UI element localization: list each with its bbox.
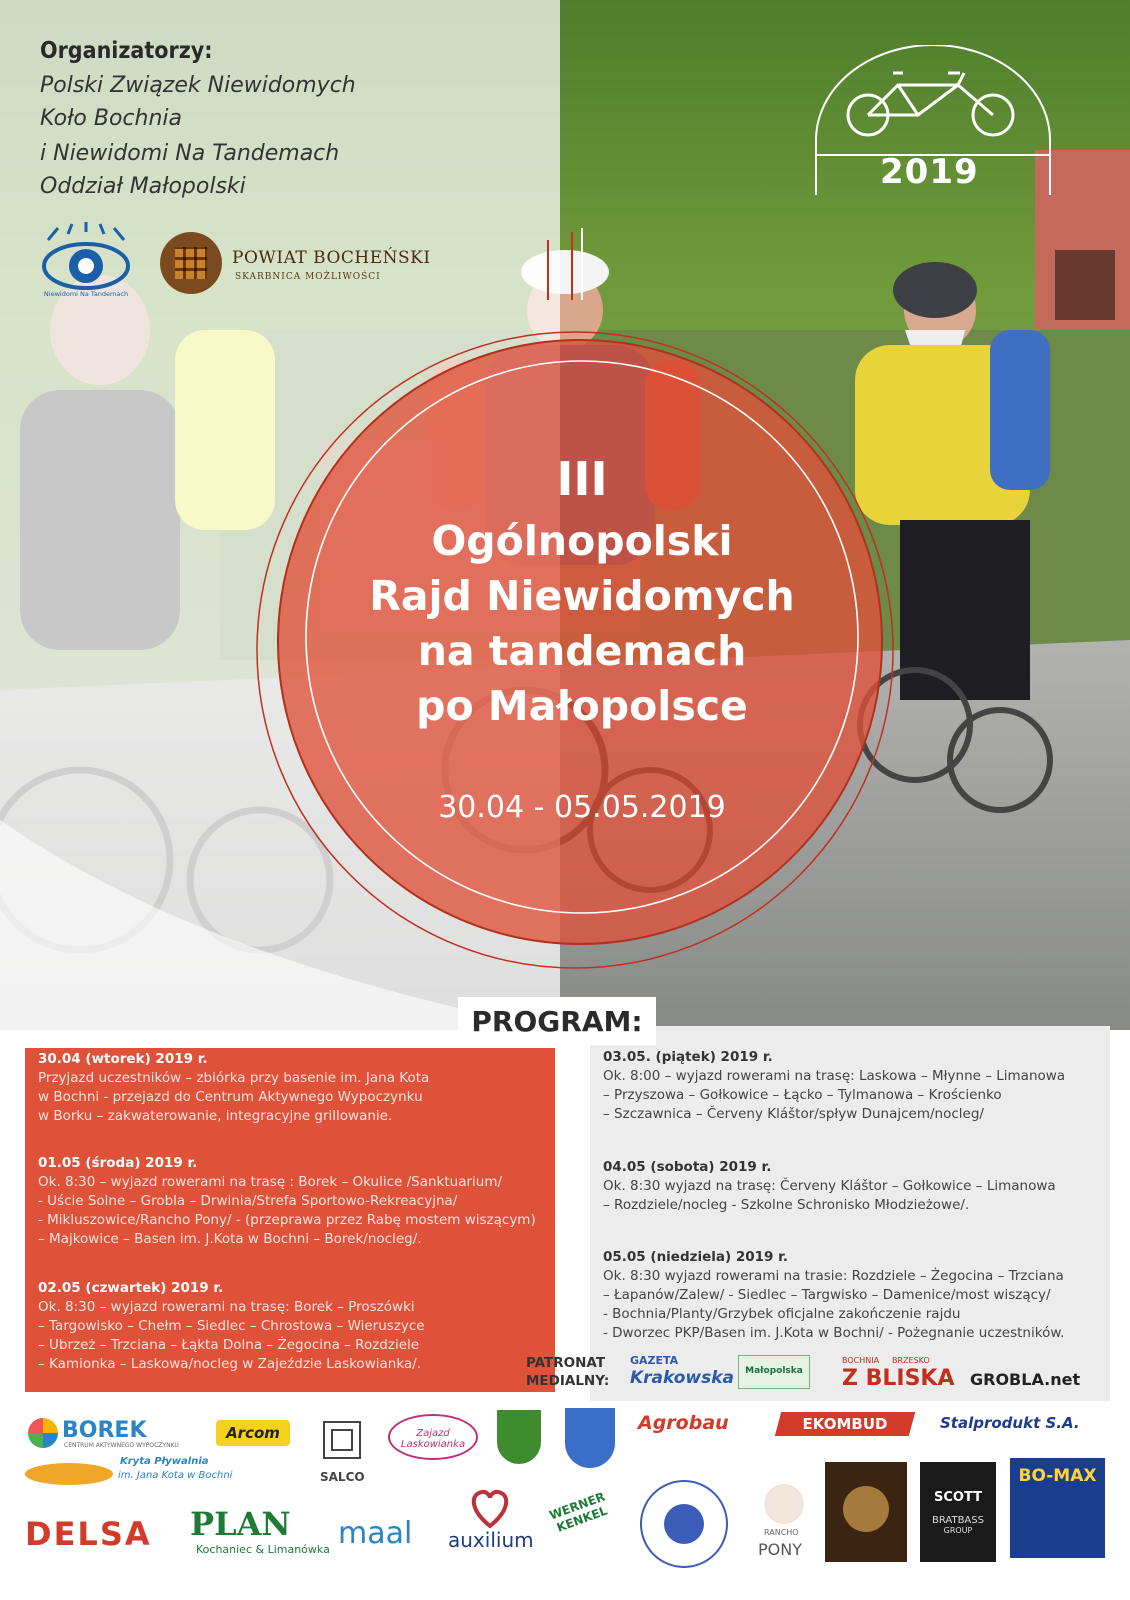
sponsor-ekombud: EKOMBUD — [802, 1415, 888, 1433]
arcom-logo — [216, 1420, 290, 1446]
bomax-logo — [1010, 1458, 1105, 1558]
day-heading: 30.04 (wtorek) 2019 r. — [38, 1051, 208, 1067]
sponsor-kryta: Kryta Pływalnia — [120, 1456, 209, 1467]
sponsor-stalprodukt: Stalprodukt S.A. — [940, 1414, 1080, 1432]
program-day — [603, 1158, 1056, 1215]
day-line: Przyjazd uczestników – zbiórka przy basenie im. Jana Kota — [38, 1070, 430, 1086]
media-gazeta: GAZETA — [630, 1354, 679, 1367]
day-line: – Szczawnica – Červeny Kláštor/spływ Dunajcem/nocleg/ — [603, 1106, 984, 1122]
event-title-line-3: na tandemach — [417, 627, 747, 675]
tandem-organization-logo — [36, 222, 136, 304]
salco-logo-icon — [314, 1412, 370, 1468]
media-bochnia: BOCHNIA — [842, 1356, 880, 1365]
sponsor-arcom: Arcom — [226, 1424, 280, 1442]
coat-of-arms-2-icon — [565, 1408, 615, 1468]
powiat-title: POWIAT BOCHEŃSKI — [232, 248, 431, 268]
organizers-heading: Organizatorzy: — [40, 38, 213, 64]
sponsor-plan-sub: Kochaniec & Limanówka — [196, 1543, 330, 1556]
program-day — [38, 1154, 536, 1249]
day-line: – Przyszowa – Gołkowice – Łącko – Tylmanowa – Krościenko — [603, 1087, 1002, 1103]
day-line: - Dworzec PKP/Basen im. J.Kota w Bochni/ - Pożegnanie uczestników. — [603, 1325, 1065, 1341]
sponsor-delsa: DELSA — [25, 1515, 152, 1553]
day-line: w Bochni - przejazd do Centrum Aktywnego Wypoczynku — [38, 1089, 423, 1105]
day-line: - Uście Solne – Grobla – Drwinia/Strefa Sportowo-Rekreacyjna/ — [38, 1193, 458, 1209]
event-roman-numeral: III — [556, 452, 608, 506]
sponsor-group: GROUP — [943, 1526, 973, 1535]
day-line: w Borku – zakwaterowanie, integracyjne grillowanie. — [38, 1108, 393, 1124]
day-line: – Łapanów/Zalew/ - Siedlec – Targwisko – Damenice/most wiszący/ — [603, 1287, 1051, 1303]
program-label: PROGRAM: — [471, 1005, 643, 1038]
sponsor-scott: SCOTT — [934, 1490, 982, 1505]
sponsor-bratbass: BRATBASS — [932, 1515, 984, 1526]
bison-logo-icon — [825, 1462, 907, 1562]
day-line: - Mikluszowice/Rancho Pony/ - (przeprawa przez Rabę mostem wiszącym) — [38, 1212, 536, 1228]
day-heading: 05.05 (niedziela) 2019 r. — [603, 1249, 789, 1265]
event-title-line-2: Rajd Niewidomych — [369, 572, 795, 620]
program-day — [603, 1048, 1065, 1124]
laskowianka-logo — [388, 1414, 478, 1460]
day-line: – Targowisko – Chełm – Siedlec – Chrostowa – Wieruszyce — [38, 1318, 425, 1334]
sponsor-maal: maal — [338, 1516, 413, 1551]
day-line: Ok. 8:00 – wyjazd rowerami na trasę: Laskowa – Młynne – Limanowa — [603, 1068, 1066, 1084]
program-day — [38, 1279, 425, 1374]
organizer-line-3: i Niewidomi Na Tandemach — [40, 141, 340, 166]
day-heading: 01.05 (środa) 2019 r. — [38, 1155, 198, 1171]
sponsor-borek-sub: CENTRUM AKTYWNEGO WYPOCZYNKU — [64, 1442, 179, 1449]
event-dates: 30.04 - 05.05.2019 — [438, 790, 726, 825]
sponsor-auxilium: auxilium — [448, 1528, 534, 1552]
day-heading: 04.05 (sobota) 2019 r. — [603, 1159, 772, 1175]
media-grobla: GROBLA.net — [970, 1370, 1081, 1389]
day-heading: 03.05. (piątek) 2019 r. — [603, 1049, 773, 1065]
media-malopolska-logo — [738, 1355, 810, 1389]
organizer-line-2: Koło Bochnia — [40, 106, 183, 131]
patronat-label — [526, 1354, 609, 1390]
event-title-line-4: po Małopolsce — [416, 682, 748, 730]
sponsor-plan: PLAN — [190, 1505, 291, 1543]
sponsor-salco: SALCO — [320, 1470, 365, 1484]
sponsor-borek: BOREK — [62, 1418, 147, 1443]
bratbass-logo — [920, 1462, 996, 1562]
event-title-line-1: Ogólnopolski — [431, 517, 733, 565]
heart-logo-icon — [468, 1488, 512, 1528]
day-line: Ok. 8:30 wyjazd rowerami na trasie: Rozdziele – Żegocina – Trzciana — [603, 1268, 1064, 1284]
sponsor-laskowianka: Zajazd Laskowianka — [400, 1428, 466, 1450]
day-heading: 02.05 (czwartek) 2019 r. — [38, 1280, 224, 1296]
powiat-emblem-icon — [160, 232, 222, 294]
program-day — [603, 1248, 1064, 1343]
program-day — [38, 1050, 429, 1126]
organizer-line-1: Polski Związek Niewidomych — [40, 73, 356, 98]
day-line: Ok. 8:30 – wyjazd rowerami na trasę: Borek – Proszówki — [38, 1299, 415, 1315]
organizer-line-4: Oddział Małopolski — [40, 174, 246, 199]
horse-logo-icon — [764, 1484, 804, 1524]
media-krakowska: Krakowska — [630, 1368, 735, 1388]
sponsor-agrobau: Agrobau — [638, 1412, 729, 1434]
patronat-label-1: PATRONAT — [526, 1355, 606, 1371]
patronat-label-2: MEDIALNY: — [526, 1373, 610, 1389]
coat-of-arms-1-icon — [497, 1410, 541, 1464]
day-line: – Kamionka – Laskowa/nocleg w Zajeździe Laskowianka/. — [38, 1356, 422, 1372]
sponsor-bomax: BO-MAX — [1018, 1466, 1097, 1486]
circle-logo-icon — [640, 1480, 728, 1568]
sponsor-rancho: RANCHO — [764, 1528, 799, 1537]
sponsor-pony: PONY — [758, 1540, 802, 1559]
media-brzesko: BRZESKO — [892, 1356, 930, 1365]
ekombud-logo — [775, 1412, 915, 1436]
borek-logo-icon — [28, 1418, 58, 1448]
day-line: – Rozdziele/nocleg - Szkolne Schronisko Młodzieżowe/. — [603, 1197, 970, 1213]
sponsor-werner: WERNER KENKEL — [547, 1489, 610, 1535]
day-line: Ok. 8:30 wyjazd na trasę: Červeny Kláštor – Gołkowice – Limanowa — [603, 1178, 1056, 1194]
day-line: Ok. 8:30 – wyjazd rowerami na trasę : Borek – Okulice /Sanktuarium/ — [38, 1174, 503, 1190]
pool-wave-icon — [25, 1463, 113, 1485]
media-z-bliska: Z BLISKA — [842, 1366, 955, 1391]
sponsor-kryta-sub: im. Jana Kota w Bochni — [118, 1470, 233, 1481]
powiat-subtitle: SKARBNICA MOŻLIWOŚCI — [235, 272, 381, 282]
badge-year: 2019 — [880, 152, 979, 192]
day-line: - Bochnia/Planty/Grzybek oficjalne zakończenie rajdu — [603, 1306, 961, 1322]
day-line: – Majkowice – Basen im. J.Kota w Bochni – Borek/nocleg/. — [38, 1231, 422, 1247]
day-line: – Ubrzeż – Trzciana – Łąkta Dolna – Żegocina – Rozdziele — [38, 1337, 420, 1353]
media-malopolska: Małopolska — [745, 1366, 803, 1376]
tandem-logo-text: Niewidomi Na Tandemach — [43, 290, 129, 298]
